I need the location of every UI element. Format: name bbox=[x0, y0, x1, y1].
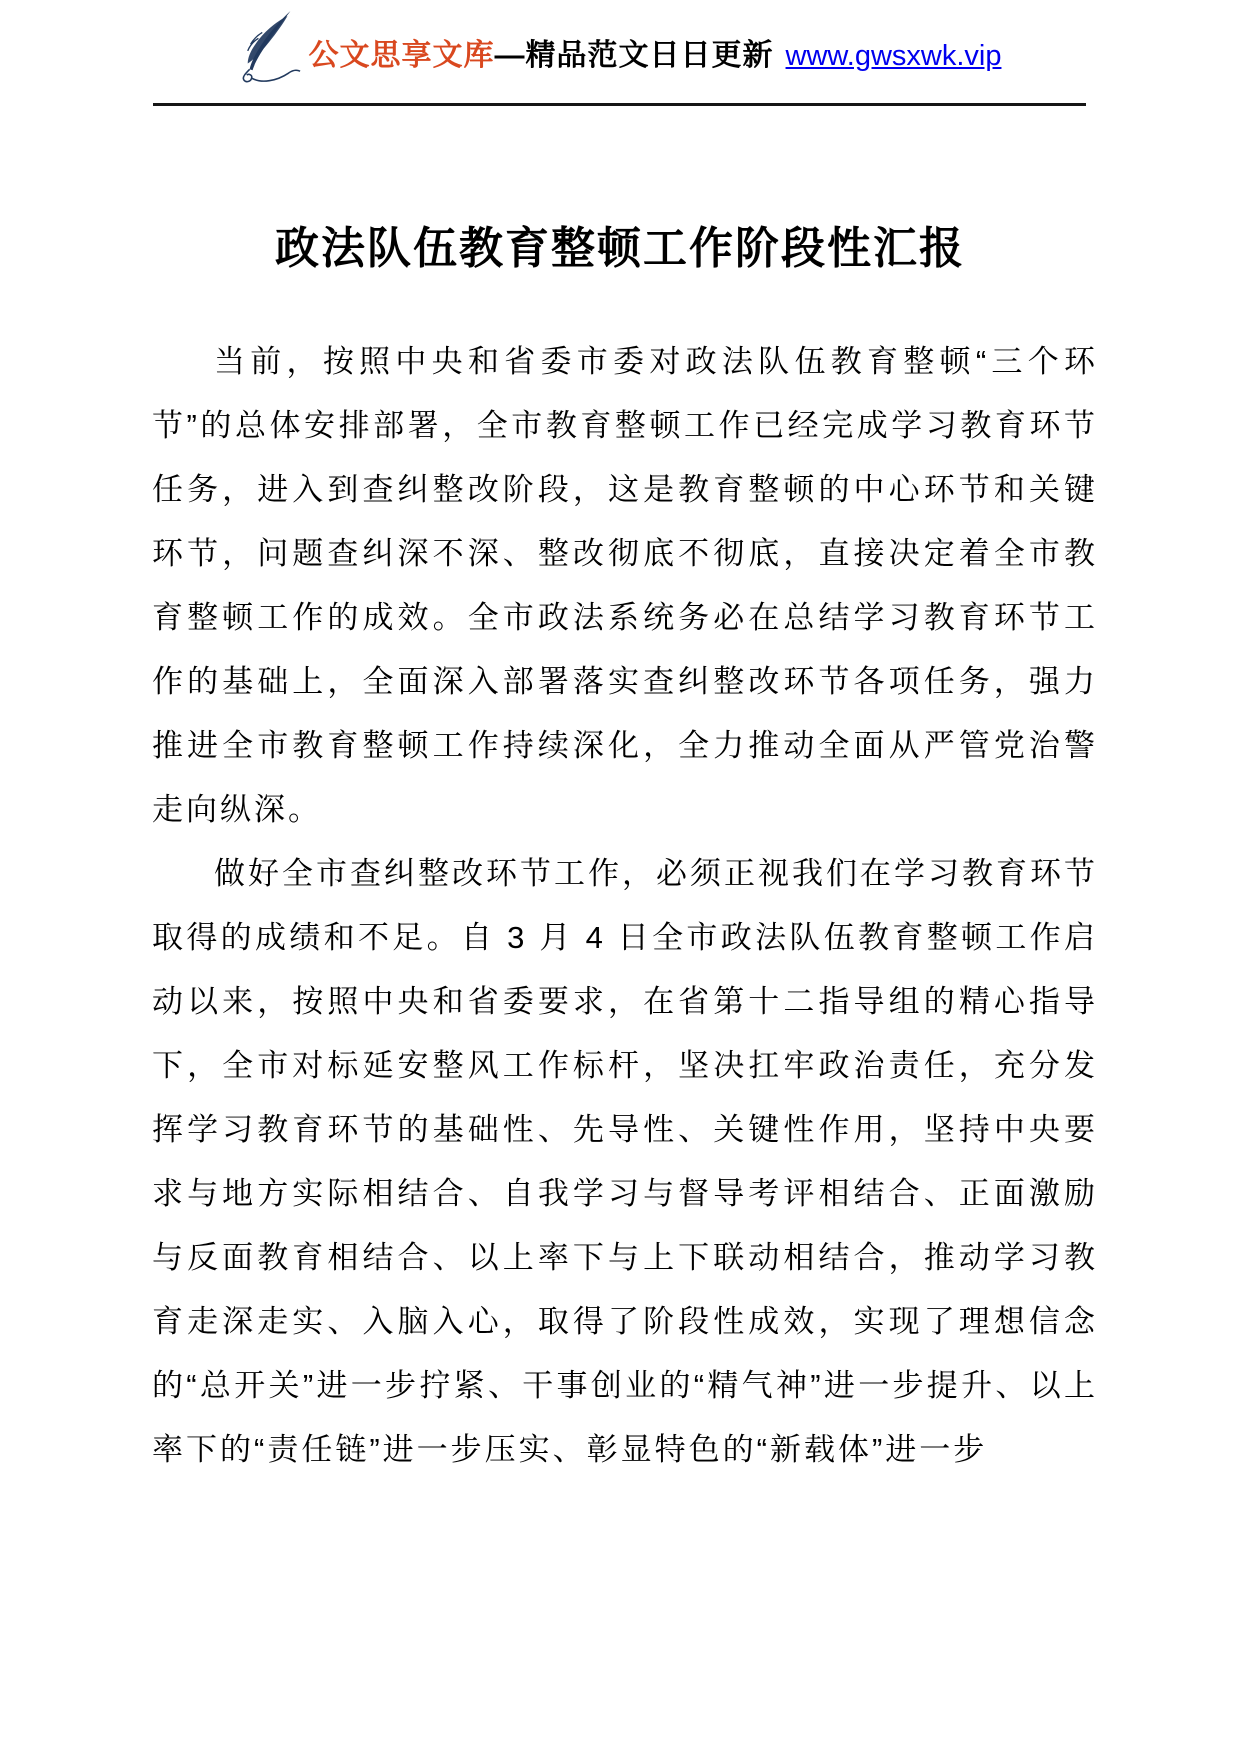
quill-pen-icon bbox=[239, 8, 303, 86]
site-name: 公文思享文库 bbox=[308, 39, 495, 72]
site-url-link[interactable]: www.gwsxwk.vip bbox=[785, 40, 1002, 72]
document-body bbox=[152, 330, 1098, 1482]
header-divider bbox=[153, 103, 1086, 106]
body-paragraph: 做好全市查纠整改环节工作，必须正视我们在学习教育环节取得的成绩和不足。自 3 月 4 日全市政法队伍教育整顿工作启动以来，按照中央和省委要求，在省第十二指导组的精心指导下，全市对标延安整风工作标杆，坚决扛牢政治责任，充分发挥学习教育环节的基础性、先导性、关键性作用，坚持中央要求与地方实际相结合、自我学习与督导考评相结合、正面激励与反面教育相结合、以上率下与上下联动相结合，推动学习教育走深走实、入脑入心，取得了阶段性成效，实现了理想信念的“总开关”进一步拧紧、干事创业的“精气神”进一步提升、以上率下的“责任链”进一步压实、彰显特色的“新载体”进一步 bbox=[152, 856, 1098, 1467]
header-tagline: —精品范文日日更新 bbox=[494, 39, 774, 72]
body-paragraph: 当前，按照中央和省委市委对政法队伍教育整顿“三个环节”的总体安排部署，全市教育整顿工作已经完成学习教育环节任务，进入到查纠整改阶段，这是教育整顿的中心环节和关键环节，问题查纠深不深、整改彻底不彻底，直接决定着全市教育整顿工作的成效。全市政法系统务必在总结学习教育环节工作的基础上，全面深入部署落实查纠整改环节各项任务，强力推进全市教育整顿工作持续深化，全力推动全面从严管党治警走向纵深。 bbox=[152, 344, 1098, 827]
header-brand-line bbox=[309, 30, 1002, 86]
page-header bbox=[0, 8, 1240, 86]
document-title: 政法队伍教育整顿工作阶段性汇报 bbox=[275, 224, 965, 273]
